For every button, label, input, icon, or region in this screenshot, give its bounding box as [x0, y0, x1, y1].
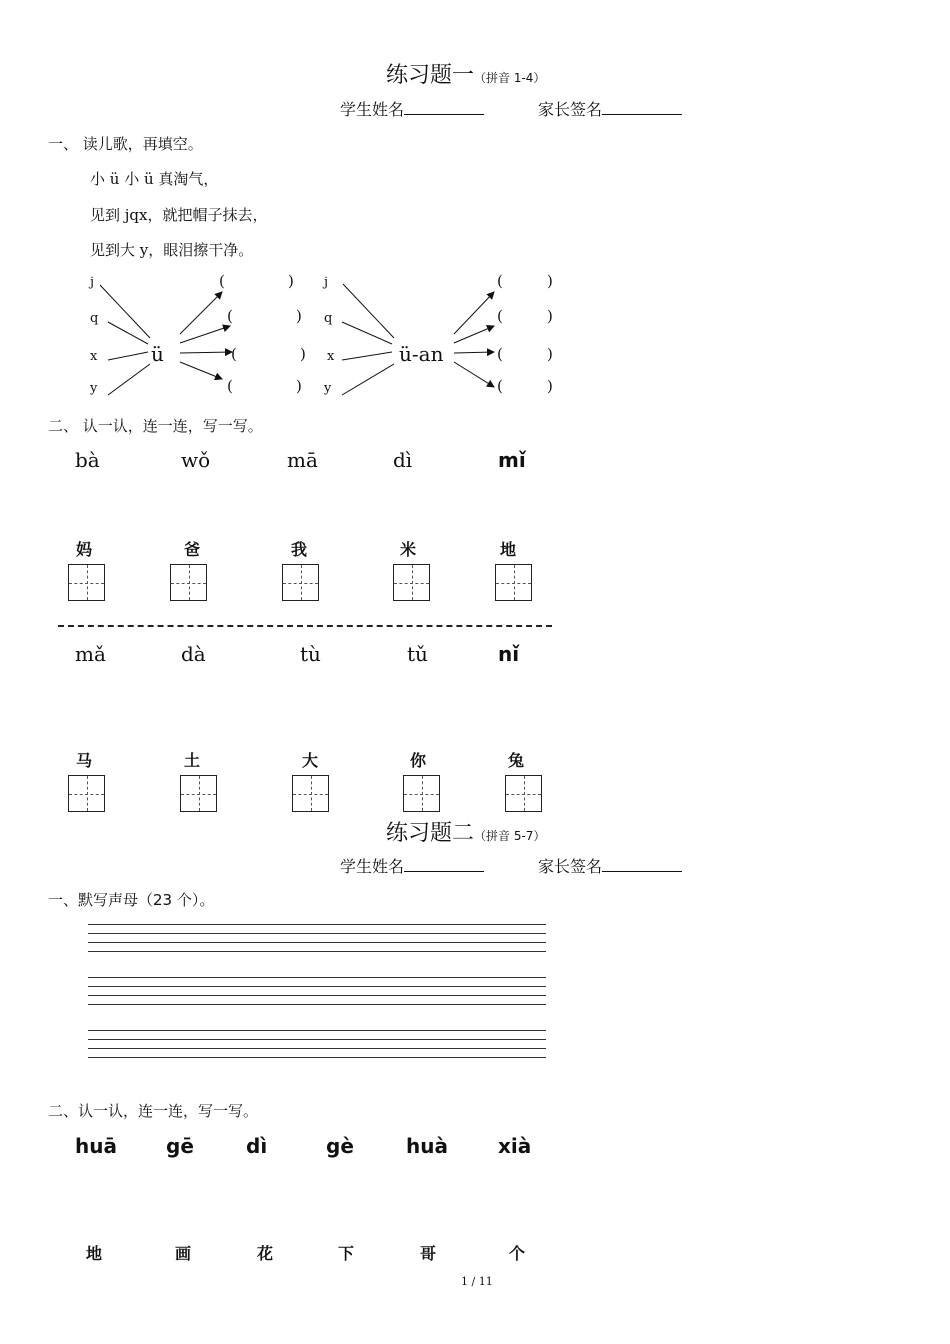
left-initial-q: q [90, 311, 99, 326]
row1-char-3[interactable]: 我 [291, 540, 308, 559]
exercise2-student-name [340, 854, 484, 877]
writing-line[interactable] [88, 1004, 546, 1005]
right-line-x [342, 352, 392, 360]
left-answer-paren-2-close: ) [296, 307, 302, 325]
poem-line-1: 小 ü 小 ü 真淘气， [90, 170, 219, 188]
writing-line[interactable] [88, 951, 546, 952]
right-answer-paren-4-close: ) [547, 377, 553, 395]
row1-pinyin-5[interactable]: mǐ [498, 448, 526, 472]
right-initial-q: q [324, 311, 333, 326]
right-center-uan: ü-an [399, 342, 444, 366]
ex2-char-6[interactable]: 个 [509, 1244, 526, 1263]
ex2-char-3[interactable]: 花 [257, 1244, 274, 1263]
ex2-pinyin-1[interactable]: huā [75, 1134, 117, 1158]
row1-char-5[interactable]: 地 [500, 540, 517, 559]
row1-pinyin-1[interactable]: bà [75, 448, 100, 472]
writing-line[interactable] [88, 1030, 546, 1031]
right-initial-y: y [324, 381, 332, 396]
writing-grid-box[interactable] [393, 564, 430, 601]
left-line-j [100, 285, 150, 338]
row2-pinyin-1[interactable]: mǎ [75, 642, 106, 666]
left-arrow-1 [180, 292, 222, 334]
left-answer-paren-4-open[interactable]: ( [227, 377, 233, 395]
writing-line[interactable] [88, 942, 546, 943]
row1-char-1[interactable]: 妈 [76, 540, 93, 559]
right-line-y [342, 364, 394, 395]
writing-grid-box[interactable] [495, 564, 532, 601]
left-answer-paren-2-open[interactable]: ( [227, 307, 233, 325]
right-answer-paren-2-close: ) [547, 307, 553, 325]
right-answer-paren-2-open[interactable]: ( [497, 307, 503, 325]
writing-grid-box[interactable] [505, 775, 542, 812]
right-arrow-1 [454, 292, 494, 334]
left-initial-y: y [90, 381, 98, 396]
writing-grid-box[interactable] [180, 775, 217, 812]
writing-grid-box[interactable] [68, 564, 105, 601]
right-answer-paren-1-open[interactable]: ( [497, 272, 503, 290]
student-name-label: 学生姓名 [340, 857, 405, 876]
left-answer-paren-4-close: ) [296, 377, 302, 395]
right-initial-x: x [327, 349, 335, 364]
writing-grid-box[interactable] [282, 564, 319, 601]
parent-signature-blank[interactable] [602, 857, 682, 872]
right-answer-paren-4-open[interactable]: ( [497, 377, 503, 395]
left-line-x [108, 352, 148, 360]
writing-line[interactable] [88, 1048, 546, 1049]
ex2-pinyin-6[interactable]: xià [498, 1134, 532, 1158]
writing-grid-box[interactable] [292, 775, 329, 812]
right-answer-paren-3-close: ) [547, 345, 553, 363]
exercise2-q1-heading: 一、默写声母（23 个）。 [48, 891, 215, 909]
exercise2-subtitle: （拼音 5-7） [474, 829, 546, 843]
left-line-y [108, 364, 150, 395]
ex2-char-5[interactable]: 哥 [420, 1244, 437, 1263]
writing-line[interactable] [88, 977, 546, 978]
row2-pinyin-5[interactable]: nǐ [498, 642, 520, 666]
left-arrow-2 [180, 326, 230, 343]
right-line-j [343, 284, 394, 338]
student-name-blank[interactable] [404, 857, 484, 872]
ex2-pinyin-2[interactable]: gē [166, 1134, 194, 1158]
exercise2-q2-heading: 二、认一认，连一连，写一写。 [48, 1102, 259, 1120]
row2-char-4[interactable]: 你 [410, 751, 427, 770]
student-name-label: 学生姓名 [340, 100, 405, 119]
right-answer-paren-1-close: ) [547, 272, 553, 290]
left-arrow-4 [180, 362, 222, 379]
right-arrow-3 [454, 352, 494, 353]
right-arrow-2 [454, 326, 494, 343]
row1-pinyin-3[interactable]: mā [287, 448, 318, 472]
writing-line[interactable] [88, 924, 546, 925]
left-line-q [108, 322, 148, 344]
exercise2-title [386, 816, 545, 847]
right-line-q [342, 322, 392, 344]
left-initial-j: j [90, 275, 95, 290]
writing-grid-box[interactable] [170, 564, 207, 601]
ex2-char-2[interactable]: 画 [175, 1244, 192, 1263]
row2-char-2[interactable]: 土 [184, 751, 201, 770]
row1-char-4[interactable]: 米 [400, 540, 417, 559]
exercise1-q1-heading: 一、 读儿歌，再填空。 [48, 135, 203, 153]
right-arrow-4 [454, 362, 494, 387]
poem-line-3: 见到大 y，眼泪擦干净。 [90, 241, 254, 259]
row2-pinyin-4[interactable]: tǔ [407, 642, 428, 666]
ex2-pinyin-5[interactable]: huà [406, 1134, 448, 1158]
row2-char-3[interactable]: 大 [302, 751, 319, 770]
exercise1-subtitle: （拼音 1-4） [474, 71, 546, 85]
row2-pinyin-2[interactable]: dà [181, 642, 206, 666]
row1-pinyin-2[interactable]: wǒ [181, 448, 211, 472]
row2-char-5[interactable]: 兔 [508, 751, 525, 770]
ex2-pinyin-4[interactable]: gè [326, 1134, 354, 1158]
left-answer-paren-1-open[interactable]: ( [219, 272, 225, 290]
diagram-lines [0, 0, 950, 420]
writing-grid-box[interactable] [68, 775, 105, 812]
left-answer-paren-3-close: ) [300, 345, 306, 363]
parent-signature-label: 家长签名 [538, 857, 603, 876]
exercise2-parent-signature [538, 854, 682, 877]
left-arrow-3 [180, 352, 232, 353]
right-answer-paren-3-open[interactable]: ( [497, 345, 503, 363]
left-initial-x: x [90, 349, 98, 364]
ex2-char-1[interactable]: 地 [86, 1244, 103, 1263]
writing-line[interactable] [88, 995, 546, 996]
left-answer-paren-3-open[interactable]: ( [231, 345, 237, 363]
ex2-pinyin-3[interactable]: dì [246, 1134, 268, 1158]
right-initial-j: j [324, 275, 329, 290]
row2-char-1[interactable]: 马 [76, 751, 93, 770]
parent-signature-label: 家长签名 [538, 100, 603, 119]
row1-pinyin-4[interactable]: dì [393, 448, 413, 472]
dashed-separator [58, 625, 552, 627]
page-number: 1 / 11 [461, 1275, 493, 1288]
writing-line[interactable] [88, 933, 546, 934]
row2-pinyin-3[interactable]: tù [300, 642, 321, 666]
left-answer-paren-1-close: ) [288, 272, 294, 290]
exercise1-q2-heading: 二、 认一认，连一连，写一写。 [48, 417, 263, 435]
row1-char-2[interactable]: 爸 [184, 540, 201, 559]
poem-line-2: 见到 jqx，就把帽子抹去， [90, 206, 268, 224]
ex2-char-4[interactable]: 下 [338, 1244, 355, 1263]
writing-grid-box[interactable] [403, 775, 440, 812]
writing-line[interactable] [88, 1039, 546, 1040]
exercise2-title-text: 练习题二 [386, 821, 475, 846]
exercise1-title-text: 练习题一 [386, 63, 475, 88]
writing-line[interactable] [88, 986, 546, 987]
writing-line[interactable] [88, 1057, 546, 1058]
left-center-u: ü [151, 342, 164, 366]
